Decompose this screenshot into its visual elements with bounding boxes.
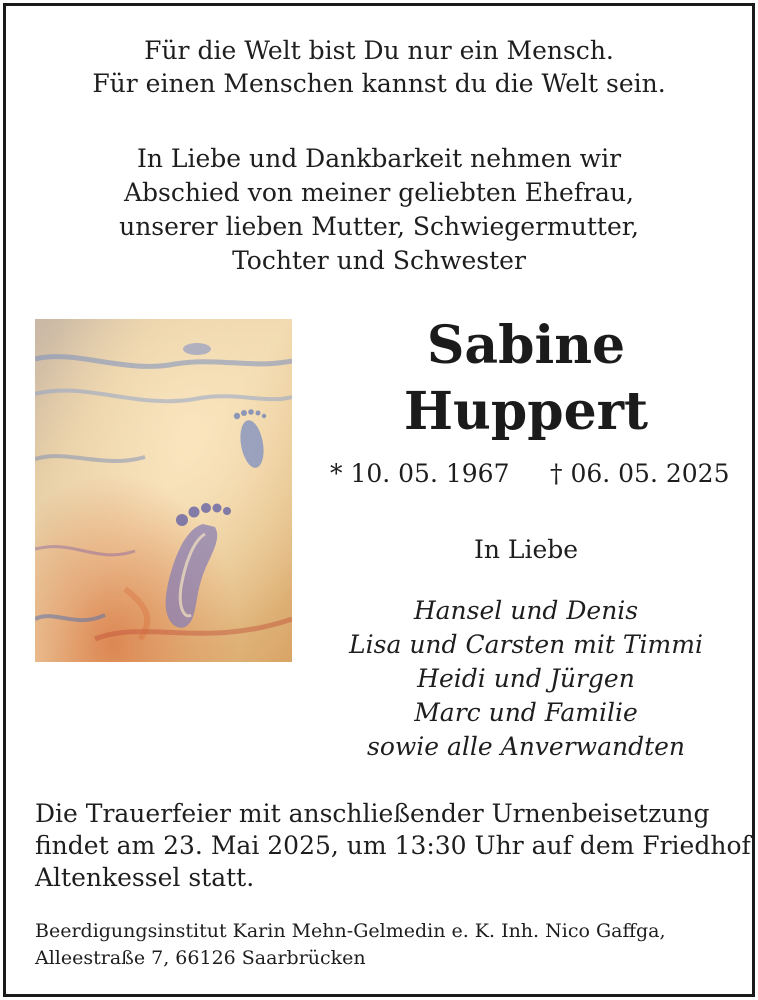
funeral-home-info: [35, 918, 745, 972]
mourner-entry: Hansel und Denis: [413, 596, 639, 625]
obituary-card: [3, 3, 755, 997]
service-line: findet am 23. Mai 2025, um 13:30 Uhr auf dem Friedhof: [35, 831, 751, 860]
intro-text: [6, 142, 752, 278]
opening-quote: [6, 34, 752, 100]
intro-line: In Liebe und Dankbarkeit nehmen wir: [136, 144, 622, 173]
mourner-entry: sowie alle Anverwandten: [366, 732, 686, 761]
mourner-entry: Lisa und Carsten mit Timmi: [349, 630, 703, 659]
deceased-first-name: Sabine: [426, 315, 626, 376]
mourner-entry: Marc und Familie: [414, 698, 638, 727]
footprints-in-sand-photo: [35, 319, 292, 662]
service-line: Die Trauerfeier mit anschließender Urnenbeisetzung: [35, 799, 710, 828]
funeral-home-line: Alleestraße 7, 66126 Saarbrücken: [35, 947, 366, 969]
intro-line: unserer lieben Mutter, Schwiegermutter,: [119, 212, 639, 241]
mourner-entry: Heidi und Jürgen: [417, 664, 635, 693]
death-date: † 06. 05. 2025: [550, 459, 730, 488]
service-details: [35, 798, 751, 894]
deceased-last-name: Huppert: [403, 381, 649, 442]
birth-date: * 10. 05. 1967: [330, 459, 510, 488]
closing-phrase: In Liebe: [473, 535, 579, 564]
quote-line: Für einen Menschen kannst du die Welt sein.: [92, 69, 666, 98]
quote-line: Für die Welt bist Du nur ein Mensch.: [144, 36, 614, 65]
funeral-home-line: Beerdigungsinstitut Karin Mehn-Gelmedin e. K. Inh. Nico Gaffga,: [35, 920, 666, 942]
mourners-list: [306, 594, 746, 764]
service-line: Altenkessel statt.: [35, 863, 255, 892]
intro-line: Tochter und Schwester: [232, 246, 526, 275]
intro-line: Abschied von meiner geliebten Ehefrau,: [123, 178, 635, 207]
